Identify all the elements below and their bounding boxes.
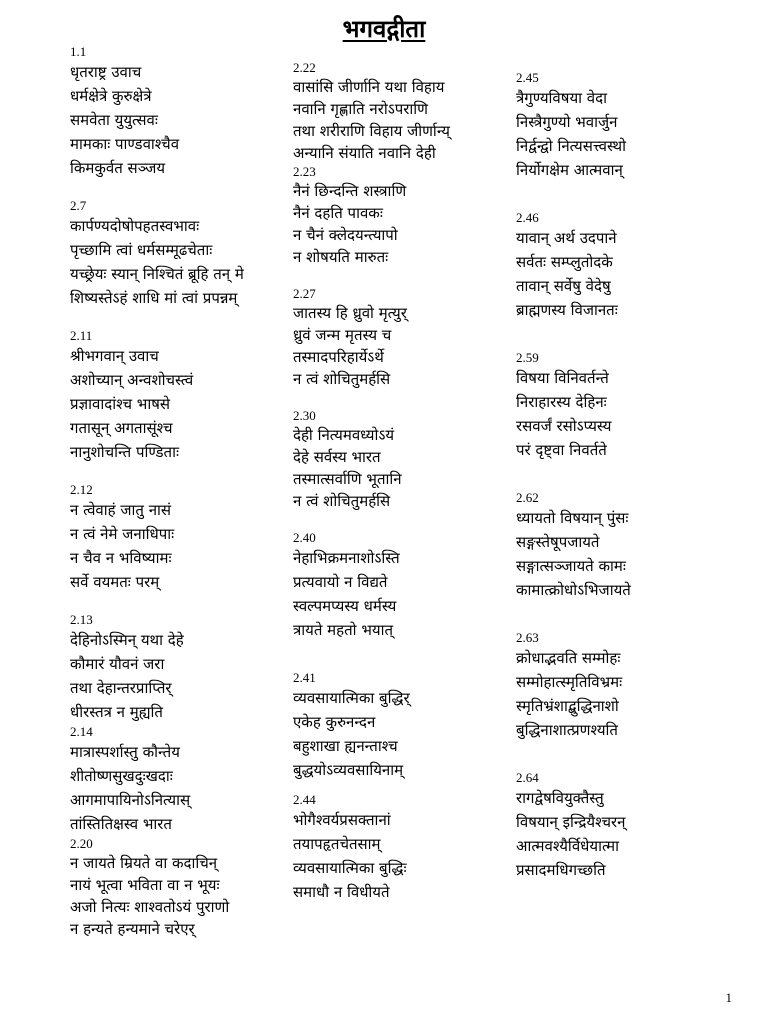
verse-2-44 (293, 792, 513, 904)
verse-line: शिष्यस्तेऽहं शाधि मां त्वां प्रपन्नम् (70, 289, 238, 307)
verse-line: ब्राह्मणस्य विजानतः (516, 301, 618, 319)
page-number: 1 (725, 990, 732, 1005)
verse-number: 2.63 (516, 630, 539, 645)
verse-line: तावान् सर्वेषु वेदेषु (516, 277, 611, 295)
verse-number: 2.30 (293, 408, 316, 423)
verse-number: 2.45 (516, 70, 539, 85)
verse-line: सर्वतः सम्प्लुतोदके (516, 253, 613, 271)
verse-number: 2.11 (70, 328, 93, 343)
verse-line: नैनं छिन्दन्ति शस्त्राणि (293, 182, 407, 200)
verse-line: किमकुर्वत सञ्जय (70, 159, 166, 177)
verse-line: निर्द्वन्द्वो नित्यसत्त्वस्थो (516, 137, 626, 155)
verse-number: 2.27 (293, 286, 316, 301)
verse-2-27 (293, 286, 513, 390)
verse-line: निराहारस्य देहिनः (516, 393, 607, 411)
verse-number: 2.22 (293, 60, 316, 75)
verse-line: न त्वेवाहं जातु नासं (70, 501, 172, 519)
verse-line: तस्मादपरिहार्येऽर्थे (293, 348, 384, 366)
verse-line: क्रोधाद्भवति सम्मोहः (516, 649, 621, 667)
verse-line: स्मृतिभ्रंशाद्बुद्धिनाशो (516, 697, 619, 715)
verse-2-45 (516, 70, 756, 182)
verse-2-20 (70, 836, 295, 940)
verse-line: पृच्छामि त्वां धर्मसम्मूढचेताः (70, 241, 213, 259)
verse-line: निस्त्रैगुण्यो भवार्जुन (516, 113, 618, 131)
verse-2-23 (293, 164, 513, 268)
column-3 (516, 70, 756, 882)
verse-line: नवानि गृह्णाति नरोऽपराणि (293, 100, 429, 118)
verse-line: नेहाभिक्रमनाशोऽस्ति (293, 549, 400, 567)
verse-line: बुद्धिनाशात्प्रणश्यति (516, 721, 618, 739)
verse-line: अजो नित्यः शाश्वतोऽयं पुराणो (70, 898, 230, 916)
verse-number: 2.20 (70, 836, 93, 851)
verse-line: देहे सर्वस्य भारत (293, 448, 381, 466)
verse-line: देहिनोऽस्मिन् यथा देहे (70, 631, 184, 649)
verse-line: नायं भूत्वा भविता वा न भूयः (70, 876, 220, 894)
verse-line: समाधौ न विधीयते (293, 883, 390, 901)
verse-line: आत्मवश्यैर्विधेयात्मा (516, 837, 620, 855)
verse-line: यावान् अर्थ उदपाने (516, 229, 617, 247)
verse-line: कौमारं यौवनं जरा (70, 655, 165, 673)
verse-line: कामात्क्रोधोऽभिजायते (516, 581, 631, 599)
verse-line: देही नित्यमवध्योऽयं (293, 426, 395, 444)
verse-line: त्रैगुण्यविषया वेदा (516, 89, 607, 107)
verse-2-7 (70, 198, 295, 310)
verse-line: तांस्तितिक्षस्व भारत (70, 815, 172, 833)
verse-2-40 (293, 530, 513, 642)
verse-line: न जायते म्रियते वा कदाचिन् (70, 854, 218, 872)
verse-line: जातस्य हि ध्रुवो मृत्युर् (293, 304, 407, 322)
verse-line: निर्योगक्षेम आत्मवान् (516, 161, 623, 179)
verse-number: 2.23 (293, 164, 316, 179)
verse-line: तथा देहान्तरप्राप्तिर् (70, 679, 172, 697)
verse-2-30 (293, 408, 513, 512)
verse-line: मामकाः पाण्डवाश्चैव (70, 135, 180, 153)
verse-number: 2.64 (516, 770, 539, 785)
verse-2-12 (70, 482, 295, 594)
page-title (0, 12, 768, 45)
verse-line: विषयान् इन्द्रियैश्चरन् (516, 813, 626, 831)
verse-line: अन्यानि संयाति नवानि देही (293, 144, 436, 162)
verse-line: रसवर्जं रसोऽप्यस्य (516, 417, 612, 435)
verse-line: आगमापायिनोऽनित्यास् (70, 791, 191, 809)
verse-line: धृतराष्ट्र उवाच (70, 63, 142, 81)
verse-number: 2.41 (293, 670, 316, 685)
verse-number: 2.44 (293, 792, 316, 807)
verse-line: धीरस्तत्र न मुह्यति (70, 703, 163, 721)
verse-line: ध्यायतो विषयान् पुंसः (516, 509, 629, 527)
verse-2-63 (516, 630, 756, 742)
verse-number: 1.1 (70, 44, 87, 59)
verse-line: बहुशाखा ह्यनन्ताश्च (293, 737, 398, 755)
verse-number: 2.62 (516, 490, 539, 505)
verse-line: शीतोष्णसुखदुःखदाः (70, 767, 173, 785)
verse-2-41 (293, 670, 513, 782)
verse-line: न हन्यते हन्यमाने चरेएर् (70, 920, 195, 938)
verse-line: भोगैश्वर्यप्रसक्तानां (293, 811, 391, 829)
verse-2-62 (516, 490, 756, 602)
verse-line: समवेता युयुत्सवः (70, 111, 158, 129)
verse-number: 2.12 (70, 482, 93, 497)
verse-number: 2.46 (516, 210, 539, 225)
verse-line: नैनं दहति पावकः (293, 204, 383, 222)
verse-line: परं दृष्ट्वा निवर्तते (516, 441, 607, 459)
verse-line: यच्छ्रेयः स्यान् निश्चितं ब्रूहि तन् मे (70, 265, 244, 283)
verse-2-64 (516, 770, 756, 882)
verse-line: न चैनं क्लेदयन्त्यापो (293, 226, 398, 244)
verse-2-13 (70, 612, 295, 724)
verse-line: न त्वं शोचितुमर्हसि (293, 492, 391, 510)
title-text: भगवद्गीता (342, 14, 426, 43)
verse-line: त्रायते महतो भयात् (293, 621, 394, 639)
verse-line: न शोषयति मारुतः (293, 248, 389, 266)
verse-line: अशोच्यान् अन्वशोचस्त्वं (70, 371, 194, 389)
verse-line: गतासून् अगतासूंश्च (70, 419, 173, 437)
verse-line: स्वल्पमप्यस्य धर्मस्य (293, 597, 397, 615)
verse-1-1 (70, 44, 295, 180)
verse-line: ध्रुवं जन्म मृतस्य च (293, 326, 392, 344)
verse-line: बुद्धयोऽव्यवसायिनाम् (293, 761, 404, 779)
verse-line: तस्मात्सर्वाणि भूतानि (293, 470, 402, 488)
verse-line: न त्वं नेमे जनाधिपाः (70, 525, 175, 543)
verse-line: तथा शरीराणि विहाय जीर्णान्य् (293, 122, 450, 140)
verse-line: सङ्गात्सञ्जायते कामः (516, 557, 626, 575)
verse-line: सङ्गस्तेषूपजायते (516, 533, 600, 551)
verse-line: न त्वं शोचितुमर्हसि (293, 370, 391, 388)
verse-number: 2.14 (70, 724, 93, 739)
verse-line: कार्पण्यदोषोपहतस्वभावः (70, 217, 200, 235)
verse-line: वासांसि जीर्णानि यथा विहाय (293, 78, 445, 96)
verse-number: 2.59 (516, 350, 539, 365)
verse-line: रागद्वेषवियुक्तैस्तु (516, 789, 604, 807)
verse-line: एकेह कुरुनन्दन (293, 713, 376, 731)
verse-line: श्रीभगवान् उवाच (70, 347, 159, 365)
verse-line: प्रसादमधिगच्छति (516, 861, 606, 879)
column-2 (293, 60, 513, 904)
column-1 (70, 44, 295, 940)
verse-2-14 (70, 724, 295, 836)
verse-line: सर्वे वयमतः परम् (70, 573, 160, 591)
verse-line: नानुशोचन्ति पण्डिताः (70, 443, 179, 461)
verse-line: न चैव न भविष्यामः (70, 549, 172, 567)
verse-2-11 (70, 328, 295, 464)
verse-number: 2.40 (293, 530, 316, 545)
verse-2-22 (293, 60, 513, 164)
verse-line: तयापहृतचेतसाम् (293, 835, 381, 853)
verse-line: व्यवसायात्मिका बुद्धिः (293, 859, 407, 877)
verse-line: व्यवसायात्मिका बुद्धिर् (293, 689, 410, 707)
verse-line: प्रज्ञावादांश्च भाषसे (70, 395, 171, 413)
verse-line: मात्रास्पर्शास्तु कौन्तेय (70, 743, 180, 761)
verse-number: 2.7 (70, 198, 87, 213)
verse-2-59 (516, 350, 756, 462)
verse-2-46 (516, 210, 756, 322)
verse-line: प्रत्यवायो न विद्यते (293, 573, 388, 591)
verse-line: सम्मोहात्स्मृतिविभ्रमः (516, 673, 623, 691)
verse-line: विषया विनिवर्तन्ते (516, 369, 609, 387)
verse-number: 2.13 (70, 612, 93, 627)
verse-line: धर्मक्षेत्रे कुरुक्षेत्रे (70, 87, 152, 105)
